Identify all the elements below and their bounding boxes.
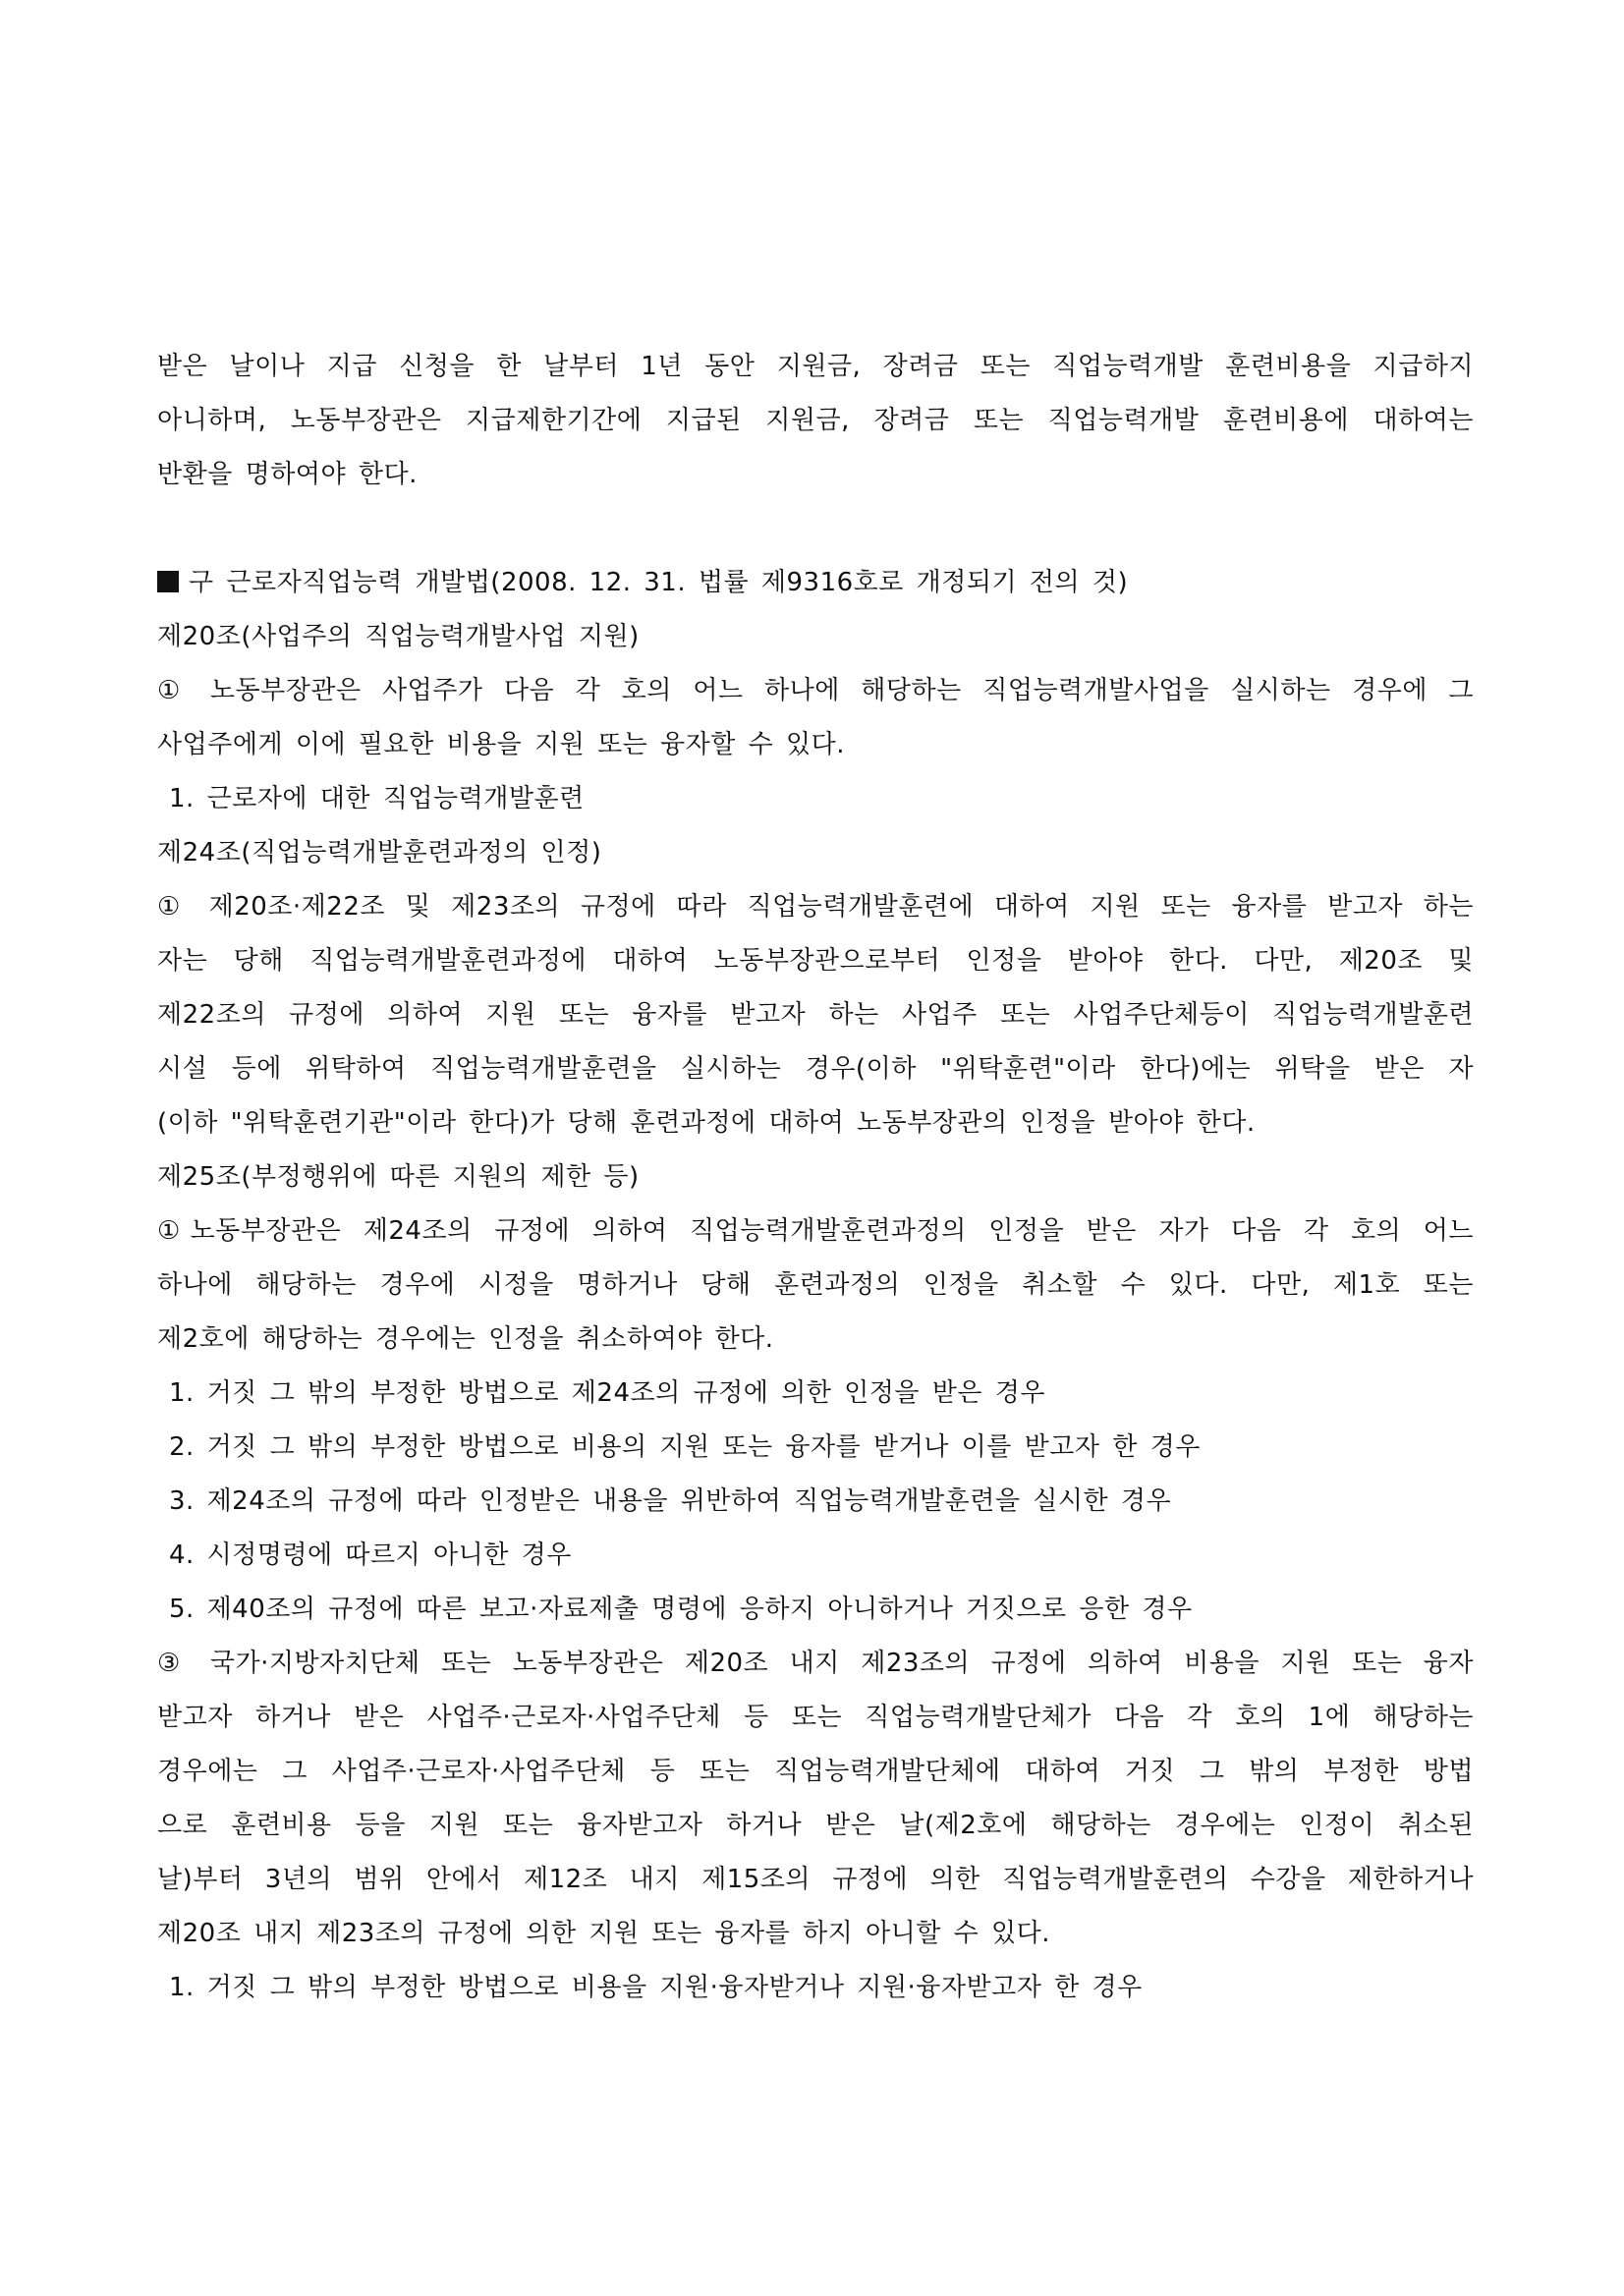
- article25-para1-line: 하나에 해당하는 경우에 시정을 명하거나 당해 훈련과정의 인정을 취소할 수 있다. 다만, 제1호 또는: [157, 1270, 1474, 1300]
- article24-para1-line: 자는 당해 직업능력개발훈련과정에 대하여 노동부장관으로부터 인정을 받아야 한다. 다만, 제20조 및: [157, 946, 1474, 976]
- article25-para3-line: 받고자 하거나 받은 사업주·근로자·사업주단체 등 또는 직업능력개발단체가 다음 각 호의 1에 해당하는: [157, 1703, 1474, 1732]
- article25-item: 5. 제40조의 규정에 따른 보고·자료제출 명령에 응하지 아니하거나 거짓으로 응한 경우: [169, 1595, 1193, 1624]
- article25-item: 2. 거짓 그 밖의 부정한 방법으로 비용의 지원 또는 융자를 받거나 이를 받고자 한 경우: [169, 1432, 1201, 1462]
- law-heading: [157, 556, 1474, 610]
- intro-line: 반환을 명하여야 한다.: [157, 460, 418, 489]
- article25-para3-line: 제20조 내지 제23조의 규정에 의한 지원 또는 융자를 하지 아니할 수 있다.: [157, 1919, 1050, 1948]
- article20-title: 제20조(사업주의 직업능력개발사업 지원): [157, 622, 640, 651]
- article24-para1-line: 제22조의 규정에 의하여 지원 또는 융자를 받고자 하는 사업주 또는 사업주단체등이 직업능력개발훈련: [157, 1000, 1474, 1030]
- article24-para1-line: (이하 "위탁훈련기관"이라 한다)가 당해 훈련과정에 대하여 노동부장관의 인정을 받아야 한다.: [157, 1108, 1256, 1138]
- article24-para1-line: ① 제20조·제22조 및 제23조의 규정에 따라 직업능력개발훈련에 대하여 지원 또는 융자를 받고자 하는: [157, 892, 1474, 922]
- article25-item: 4. 시정명령에 따르지 아니한 경우: [169, 1540, 572, 1570]
- article20-para1-line: 사업주에게 이에 필요한 비용을 지원 또는 융자할 수 있다.: [157, 730, 846, 759]
- article25-para3-line: ③ 국가·지방자치단체 또는 노동부장관은 제20조 내지 제23조의 규정에 의하여 비용을 지원 또는 융자: [157, 1649, 1474, 1678]
- paragraph-gap: [157, 502, 1474, 556]
- article25-title: 제25조(부정행위에 따른 지원의 제한 등): [157, 1162, 640, 1192]
- article25-item: 1. 거짓 그 밖의 부정한 방법으로 비용을 지원·융자받거나 지원·융자받고자 한 경우: [169, 1973, 1143, 2002]
- intro-line: 받은 날이나 지급 신청을 한 날부터 1년 동안 지원금, 장려금 또는 직업능력개발 훈련비용을 지급하지: [157, 352, 1474, 381]
- intro-line: 아니하며, 노동부장관은 지급제한기간에 지급된 지원금, 장려금 또는 직업능력개발 훈련비용에 대하여는: [157, 406, 1474, 435]
- article25-item: 1. 거짓 그 밖의 부정한 방법으로 제24조의 규정에 의한 인정을 받은 경우: [169, 1378, 1045, 1408]
- article24-title: 제24조(직업능력개발훈련과정의 인정): [157, 838, 602, 868]
- document-body: [157, 340, 1474, 2015]
- article20-item: 1. 근로자에 대한 직업능력개발훈련: [169, 784, 585, 813]
- law-heading-text: 구 근로자직업능력 개발법(2008. 12. 31. 법률 제9316호로 개정되기 전의 것): [189, 568, 1129, 597]
- article20-para1-line: ① 노동부장관은 사업주가 다음 각 호의 어느 하나에 해당하는 직업능력개발사업을 실시하는 경우에 그: [157, 676, 1474, 705]
- article25-para1-line: 제2호에 해당하는 경우에는 인정을 취소하여야 한다.: [157, 1324, 774, 1354]
- black-square-bullet-icon: [157, 571, 179, 592]
- article25-item: 3. 제24조의 규정에 따라 인정받은 내용을 위반하여 직업능력개발훈련을 실시한 경우: [169, 1486, 1172, 1516]
- article24-para1-line: 시설 등에 위탁하여 직업능력개발훈련을 실시하는 경우(이하 "위탁훈련"이라 한다)에는 위탁을 받은 자: [157, 1054, 1474, 1084]
- article25-para1-line: ①노동부장관은 제24조의 규정에 의하여 직업능력개발훈련과정의 인정을 받은 자가 다음 각 호의 어느: [157, 1216, 1474, 1246]
- article25-para3-line: 날)부터 3년의 범위 안에서 제12조 내지 제15조의 규정에 의한 직업능력개발훈련의 수강을 제한하거나: [157, 1865, 1474, 1894]
- article25-para3-line: 으로 훈련비용 등을 지원 또는 융자받고자 하거나 받은 날(제2호에 해당하는 경우에는 인정이 취소된: [157, 1811, 1474, 1840]
- article25-para3-line: 경우에는 그 사업주·근로자·사업주단체 등 또는 직업능력개발단체에 대하여 거짓 그 밖의 부정한 방법: [157, 1757, 1474, 1786]
